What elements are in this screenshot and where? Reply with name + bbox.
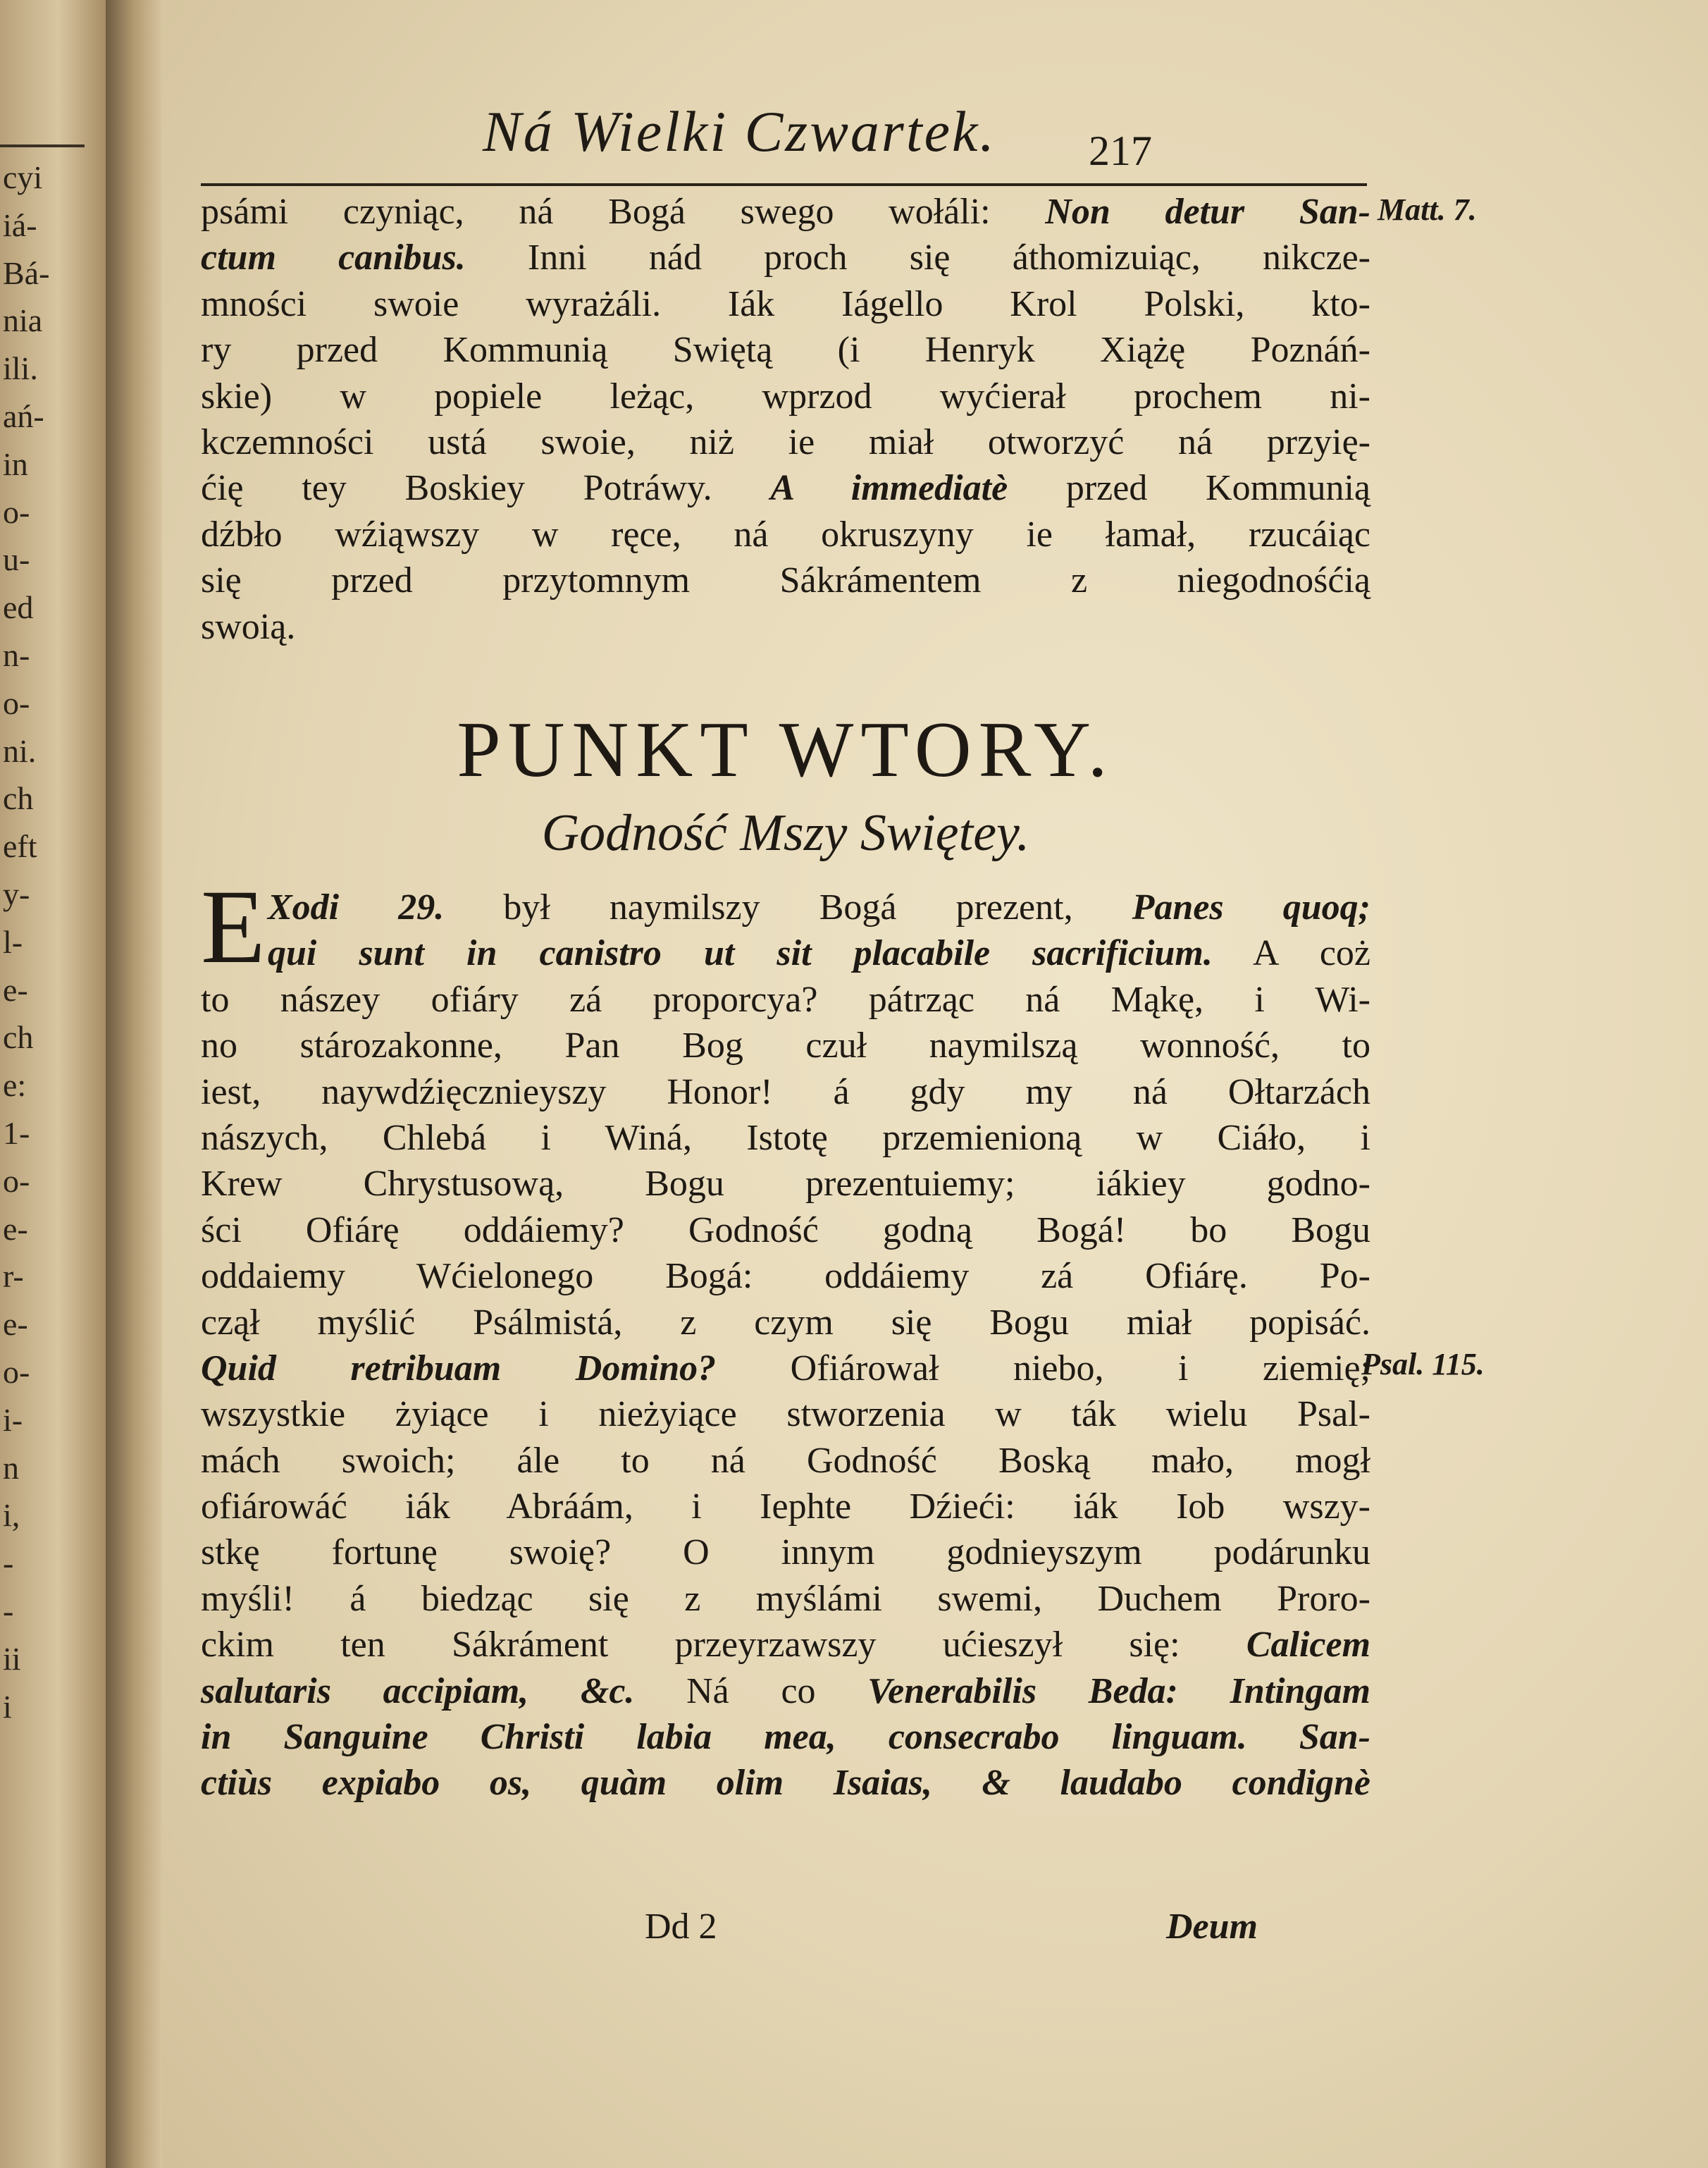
left-page-line-end: nia <box>3 302 43 339</box>
text-line <box>201 977 1370 1023</box>
signature-mark: Dd 2 <box>645 1907 717 1947</box>
left-page-line-end: iá- <box>3 207 37 243</box>
text-line <box>201 1253 1370 1299</box>
left-page-line-end: o- <box>3 1162 30 1199</box>
text-segment: salutaris accipiam, &c. <box>201 1670 635 1711</box>
text-segment: Venerabilis Beda: Intingam <box>867 1670 1370 1711</box>
text-line <box>201 1760 1370 1806</box>
text-segment: iest, naywdźięcznieyszy Honor! á gdy my ná Ołtarzách <box>201 1071 1370 1112</box>
text-segment: Ofiárował niebo, i ziemię; <box>716 1348 1370 1388</box>
left-page-fragment <box>0 0 106 2168</box>
margin-note-psal: Psal. 115. <box>1361 1347 1485 1381</box>
left-page-line-end: o- <box>3 1353 30 1390</box>
page-number: 217 <box>1089 128 1152 174</box>
text-line <box>201 1161 1370 1207</box>
text-line <box>201 558 1370 603</box>
text-segment: Krew Chrystusową, Bogu prezentuiemy; iákiey godno- <box>201 1164 1370 1205</box>
left-page-line-end: r- <box>3 1258 24 1295</box>
text-segment: ofiárowáć iák Abráám, i Iephte Dźieći: iák Iob wszy- <box>201 1486 1370 1527</box>
text-line <box>201 1023 1370 1068</box>
text-line <box>201 604 1370 650</box>
left-page-line-end: ań- <box>3 398 44 434</box>
text-segment: Panes quoq; <box>1132 887 1370 928</box>
text-line <box>201 1115 1370 1161</box>
text-segment: stkę fortunę swoię? O innym godnieyszym podárunku <box>201 1532 1370 1573</box>
margin-note-matt: Matt. 7. <box>1378 192 1477 227</box>
text-segment: ctum canibus. <box>201 238 466 278</box>
left-page-line-end: o- <box>3 493 30 530</box>
left-page-line-end: e- <box>3 1306 28 1343</box>
section-subtitle: Godność Mszy Swiętey. <box>541 804 1030 862</box>
left-page-line-end: ii <box>3 1640 21 1677</box>
text-segment: się przed przytomnym Sákrámentem z niegodnośćią <box>201 560 1370 601</box>
left-page-line-end: i- <box>3 1401 23 1438</box>
left-page-line-end: i, <box>3 1497 20 1534</box>
paragraph-1 <box>201 189 1370 650</box>
left-page-line-end: 1- <box>3 1114 30 1151</box>
section-title: PUNKT WTORY. <box>457 706 1115 794</box>
text-segment: A coż <box>1212 933 1370 974</box>
text-segment: ści Ofiárę oddáiemy? Godność godną Bogá! bo Bogu <box>201 1209 1370 1250</box>
left-page-line-end: ili. <box>3 350 38 387</box>
left-page-line-end: ed <box>3 589 34 626</box>
left-page-line-end: e: <box>3 1067 27 1104</box>
text-line <box>201 930 1370 976</box>
text-segment: mności swoie wyrażáli. Iák Iágello Krol Polski, kto- <box>201 283 1370 324</box>
text-line <box>201 1714 1370 1760</box>
text-line <box>201 1069 1370 1115</box>
drop-cap: E <box>201 868 266 985</box>
text-segment: Inni nád proch się áthomizuiąc, nikcze- <box>465 238 1370 278</box>
left-page-line-end: - <box>3 1592 14 1629</box>
text-segment: qui sunt in canistro ut sit placabile sacrificium. <box>268 933 1213 974</box>
text-line <box>201 189 1370 235</box>
left-page-line-ends <box>3 154 101 1730</box>
text-segment: kczemności ustá swoie, niż ie miał otworzyć ná przyię- <box>201 421 1370 462</box>
text-segment: ctiùs expiabo os, quàm olim Isaias, & laudabo condignè <box>201 1763 1370 1804</box>
text-segment: psámi czyniąc, ná Bogá swego wołáli: <box>201 192 1046 232</box>
text-segment: no stározakonne, Pan Bog czuł naymilszą wonność, to <box>201 1026 1370 1066</box>
left-page-line-end: cyi <box>3 159 43 195</box>
left-page-line-end: ch <box>3 1019 34 1056</box>
left-page-line-end: u- <box>3 541 30 578</box>
running-header <box>321 99 1378 183</box>
text-segment: mách swoich; ále to ná Godność Boską mało, mogł <box>201 1440 1370 1481</box>
header-rule <box>201 183 1367 186</box>
text-segment: Calicem <box>1246 1625 1370 1665</box>
text-segment: Ná co <box>634 1670 868 1711</box>
text-segment: był naymilszy Bogá prezent, <box>444 887 1132 928</box>
text-segment: oddaiemy Wćielonego Bogá: oddáiemy zá Ofiárę. Po- <box>201 1256 1370 1297</box>
text-line <box>201 327 1370 373</box>
text-line <box>201 465 1370 511</box>
left-page-line-end: l- <box>3 923 23 960</box>
text-segment: nászych, Chlebá i Winá, Istotę przemienioną w Ciáło, i <box>201 1117 1370 1158</box>
text-line <box>201 1529 1370 1575</box>
left-page-line-end: e- <box>3 1210 28 1247</box>
catchword: Deum <box>1166 1907 1258 1947</box>
left-page-line-end: ch <box>3 780 34 817</box>
text-segment: Xodi 29. <box>268 887 445 928</box>
left-page-line-end: y- <box>3 875 30 912</box>
left-page-line-end: Bá- <box>3 254 50 291</box>
text-segment: ry przed Kommunią Swiętą (i Henryk Xiążę Poznáń- <box>201 330 1370 371</box>
text-line <box>201 1207 1370 1253</box>
text-line <box>201 1300 1370 1345</box>
running-title: Ná Wielki Czwartek. <box>483 99 996 164</box>
text-line <box>201 1668 1370 1714</box>
paragraph-2 <box>201 885 1370 1806</box>
text-line <box>201 1438 1370 1484</box>
text-line <box>201 512 1370 558</box>
text-line <box>201 1391 1370 1437</box>
book-gutter <box>106 0 162 2168</box>
text-line <box>201 885 1370 930</box>
text-line <box>201 419 1370 465</box>
text-line <box>201 1484 1370 1529</box>
text-segment: Non detur San- <box>1045 192 1370 232</box>
text-line <box>201 1576 1370 1622</box>
left-page-line-end: n- <box>3 636 30 673</box>
text-line <box>201 1345 1370 1391</box>
text-line <box>201 235 1370 281</box>
text-segment: przed Kommunią <box>1008 468 1370 509</box>
text-segment: wszystkie żyiące i nieżyiące stworzenia w ták wielu Psal- <box>201 1394 1370 1435</box>
left-page-line-end: - <box>3 1545 14 1582</box>
left-page-line-end: o- <box>3 684 30 721</box>
text-line <box>201 1622 1370 1668</box>
text-segment: swoią. <box>201 606 296 647</box>
text-segment: czął myślić Psálmistá, z czym się Bogu miał popisáć. <box>201 1302 1370 1343</box>
text-segment: in Sanguine Christi labia mea, consecrabo linguam. San- <box>201 1717 1370 1758</box>
text-segment: A immediatè <box>770 468 1008 509</box>
left-page-line-end: e- <box>3 971 28 1008</box>
left-page-line-end: eft <box>3 828 37 865</box>
left-page-line-end: n <box>3 1449 19 1486</box>
text-segment: ckim ten Sákráment przeyrzawszy ućieszył się: <box>201 1625 1246 1665</box>
text-segment: Quid retribuam Domino? <box>201 1348 717 1388</box>
text-segment: myśli! á biedząc się z myślámi swemi, Duchem Proro- <box>201 1578 1370 1619</box>
left-page-rule <box>0 144 85 147</box>
left-page-line-end: i <box>3 1688 12 1725</box>
text-segment: ćię tey Boskiey Potráwy. <box>201 468 771 509</box>
text-segment: dźbło wźiąwszy w ręce, ná okruszyny ie łamał, rzucáiąc <box>201 514 1370 555</box>
text-segment: to nászey ofiáry zá proporcya? pátrząc ná Mąkę, i Wi- <box>201 979 1370 1020</box>
left-page-line-end: in <box>3 445 28 482</box>
text-line <box>201 374 1370 419</box>
text-segment: skie) w popiele leżąc, wprzod wyćierał prochem ni- <box>201 376 1370 417</box>
text-line <box>201 281 1370 327</box>
left-page-line-end: ni. <box>3 732 37 769</box>
